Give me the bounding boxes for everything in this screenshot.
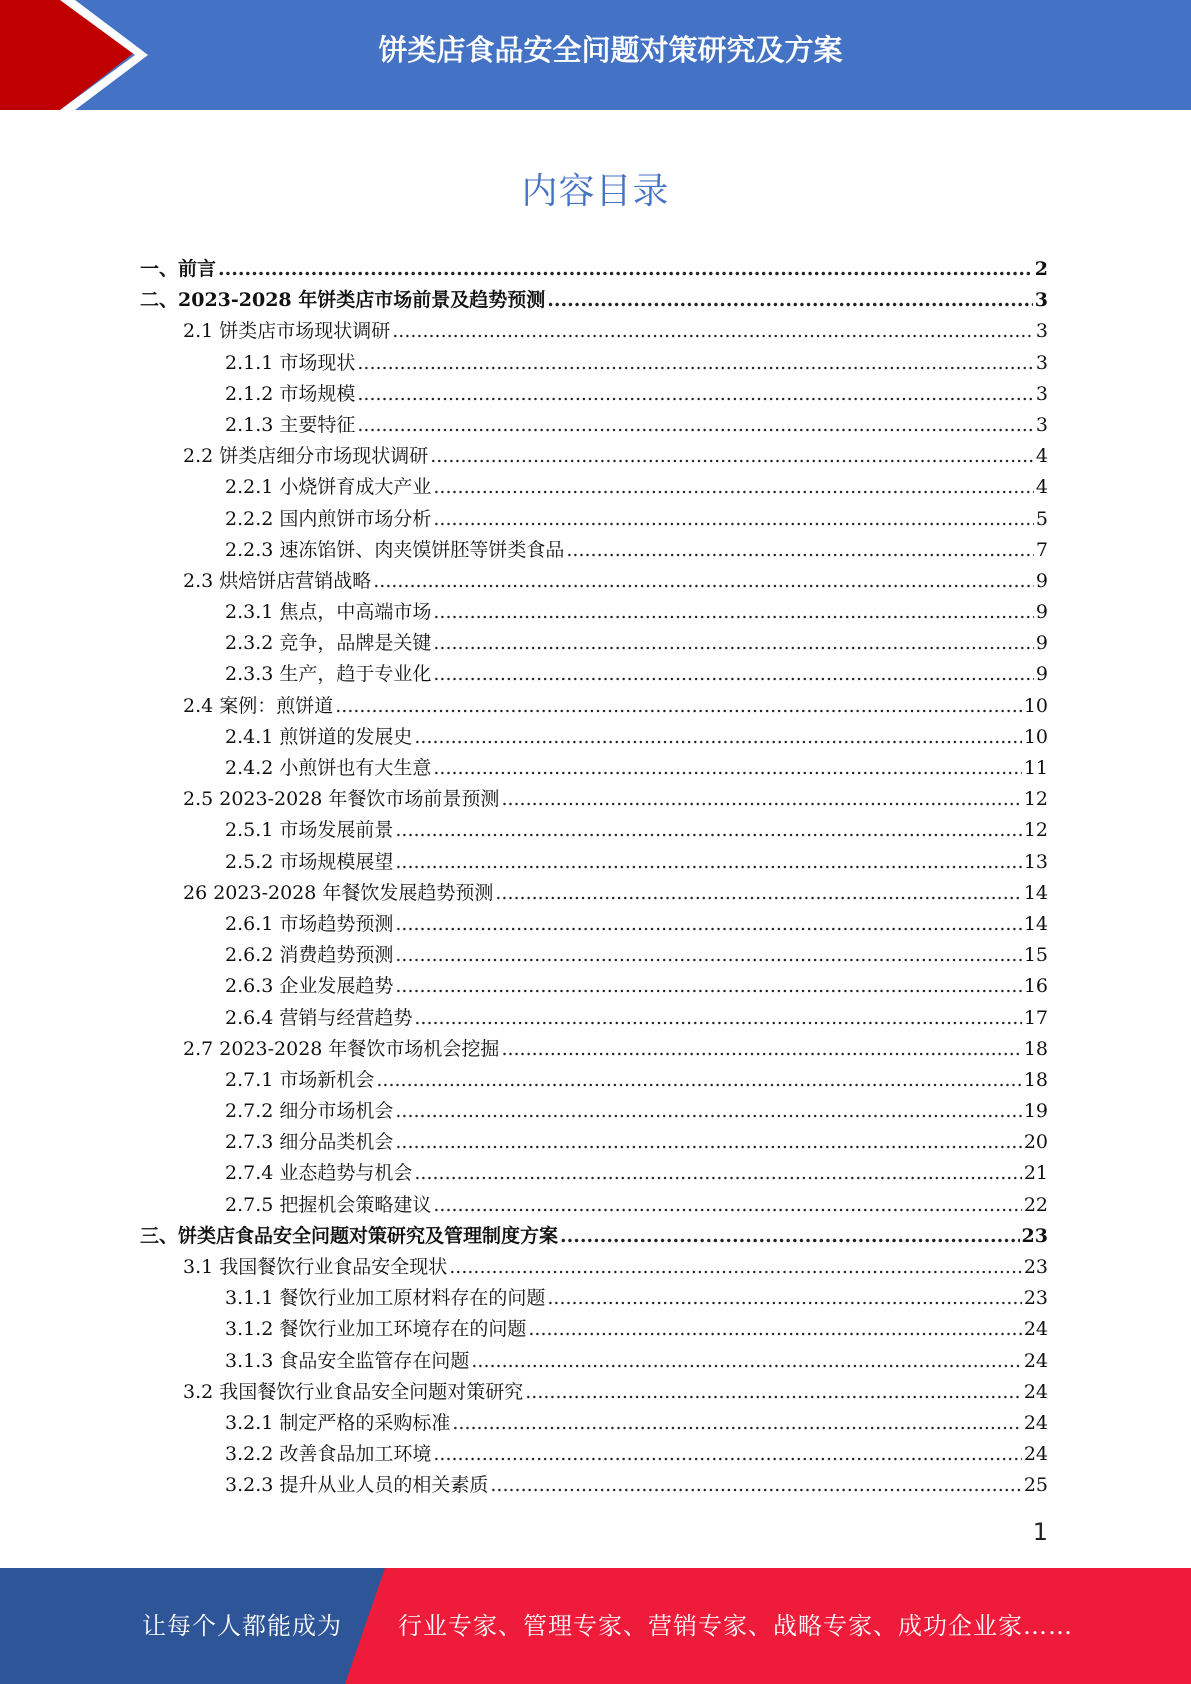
toc-leader-dots [433, 659, 1034, 690]
toc-leader-dots [392, 316, 1034, 347]
toc-leader-dots [414, 722, 1021, 753]
toc-entry-label: 2.7.5 把握机会策略建议 [225, 1193, 432, 1216]
toc-leader-dots [433, 597, 1034, 628]
header-title: 饼类店食品安全问题对策研究及方案 [378, 33, 843, 67]
toc-leader-dots [414, 1158, 1021, 1189]
toc-leader-dots [395, 1096, 1021, 1127]
toc-leader-dots [395, 815, 1021, 846]
toc-entry-page: 15 [1023, 944, 1048, 967]
toc-leader-dots [357, 410, 1034, 441]
toc-entry[interactable] [140, 691, 1048, 722]
toc-entry[interactable] [140, 753, 1048, 784]
toc-entry[interactable] [140, 566, 1048, 597]
toc-entry-label: 2.7.3 细分品类机会 [225, 1131, 394, 1154]
toc-entry-page: 2 [1034, 258, 1048, 280]
toc-leader-dots [335, 691, 1022, 722]
toc-entry[interactable] [140, 1470, 1048, 1501]
toc-entry-page: 13 [1023, 850, 1048, 873]
toc-entry-page: 12 [1023, 788, 1048, 811]
toc-entry-label: 2.5.1 市场发展前景 [225, 819, 394, 842]
toc-entry-label: 2.4.2 小煎饼也有大生意 [225, 757, 432, 779]
toc-entry[interactable] [140, 1314, 1048, 1345]
toc-entry-label: 3.2.1 制定严格的采购标准 [225, 1411, 451, 1434]
toc-entry-label: 二、2023-2028 年饼类店市场前景及趋势预测 [140, 289, 546, 312]
toc-entry[interactable] [140, 1003, 1048, 1034]
toc-leader-dots [433, 472, 1034, 503]
toc-entry-page: 12 [1023, 819, 1048, 842]
toc-leader-dots [501, 784, 1021, 815]
table-of-contents [140, 254, 1048, 1502]
toc-leader-dots [414, 1003, 1021, 1034]
toc-entry-page: 24 [1023, 1380, 1048, 1403]
toc-leader-dots [547, 285, 1033, 316]
toc-leader-dots [357, 348, 1034, 379]
toc-entry[interactable] [140, 316, 1048, 347]
toc-entry-label: 2.5.2 市场规模展望 [225, 850, 394, 873]
toc-entry-page: 23 [1023, 1287, 1048, 1310]
toc-entry-label: 2.7.2 细分市场机会 [225, 1100, 394, 1123]
toc-entry-page: 3 [1035, 320, 1048, 343]
toc-entry-page: 22 [1023, 1193, 1048, 1216]
toc-entry-page: 14 [1023, 881, 1048, 904]
toc-leader-dots [452, 1408, 1021, 1439]
page-header [0, 0, 1191, 110]
toc-entry-page: 9 [1035, 663, 1048, 686]
toc-entry-page: 5 [1035, 507, 1048, 530]
toc-entry-page: 11 [1023, 757, 1048, 779]
toc-leader-dots [373, 566, 1034, 597]
toc-entry-page: 17 [1023, 1006, 1048, 1029]
toc-entry-page: 9 [1035, 569, 1048, 592]
toc-entry-label: 2.7.1 市场新机会 [225, 1068, 375, 1091]
toc-entry-page: 24 [1023, 1318, 1048, 1341]
toc-entry-label: 2.7.4 业态趋势与机会 [225, 1162, 413, 1185]
toc-entry-label: 2.7 2023-2028 年餐饮市场机会挖掘 [183, 1037, 500, 1060]
toc-entry-label: 3.1 我国餐饮行业食品安全现状 [183, 1256, 448, 1278]
toc-entry-label: 2.3.3 生产，趋于专业化 [225, 663, 432, 686]
toc-leader-dots [395, 940, 1021, 971]
toc-entry[interactable] [140, 410, 1048, 441]
toc-entry-label: 26 2023-2028 年餐饮发展趋势预测 [183, 881, 494, 904]
toc-entry-label: 2.2.2 国内煎饼市场分析 [225, 507, 432, 530]
toc-leader-dots [566, 535, 1034, 566]
toc-entry-label: 2.3.1 焦点，中高端市场 [225, 601, 432, 624]
toc-entry-page: 3 [1035, 413, 1048, 436]
toc-entry-page: 19 [1023, 1100, 1048, 1123]
toc-leader-dots [395, 1127, 1021, 1158]
toc-entry-label: 3.2 我国餐饮行业食品安全问题对策研究 [183, 1380, 524, 1403]
toc-entry[interactable] [140, 597, 1048, 628]
toc-entry[interactable] [140, 940, 1048, 971]
toc-entry-page: 23 [1023, 1256, 1048, 1278]
toc-entry-label: 2.3.2 竞争，品牌是关键 [225, 632, 432, 655]
toc-entry-label: 2.1.1 市场现状 [225, 351, 356, 374]
toc-entry-page: 25 [1023, 1474, 1048, 1497]
toc-leader-dots [449, 1252, 1022, 1283]
toc-entry[interactable] [140, 1439, 1048, 1470]
toc-entry-page: 4 [1035, 445, 1048, 468]
toc-entry[interactable] [140, 254, 1048, 285]
toc-entry[interactable] [140, 348, 1048, 379]
footer-slogan-right: 行业专家、管理专家、营销专家、战略专家、成功企业家…… [398, 1612, 1073, 1640]
toc-entry-page: 7 [1035, 538, 1048, 561]
toc-entry[interactable] [140, 504, 1048, 535]
toc-entry[interactable] [140, 1034, 1048, 1065]
toc-entry[interactable] [140, 815, 1048, 846]
page-number: 1 [1032, 1518, 1048, 1546]
toc-entry-page: 18 [1023, 1068, 1048, 1091]
toc-entry[interactable] [140, 722, 1048, 753]
toc-entry[interactable] [140, 1221, 1048, 1252]
toc-entry[interactable] [140, 784, 1048, 815]
toc-leader-dots [433, 1190, 1021, 1221]
toc-entry[interactable] [140, 1408, 1048, 1439]
toc-leader-dots [433, 504, 1034, 535]
toc-entry-label: 2.6.3 企业发展趋势 [225, 975, 394, 998]
toc-entry-label: 2.2.3 速冻馅饼、肉夹馍饼胚等饼类食品 [225, 538, 565, 561]
toc-leader-dots [433, 753, 1021, 784]
toc-title: 内容目录 [521, 171, 670, 212]
toc-entry-label: 2.1.3 主要特征 [225, 413, 356, 436]
toc-leader-dots [433, 1439, 1021, 1470]
toc-entry[interactable] [140, 535, 1048, 566]
toc-entry[interactable] [140, 1158, 1048, 1189]
toc-leader-dots [433, 628, 1034, 659]
toc-entry[interactable] [140, 1190, 1048, 1221]
toc-entry-label: 3.1.2 餐饮行业加工环境存在的问题 [225, 1318, 527, 1341]
toc-entry[interactable] [140, 909, 1048, 940]
toc-leader-dots [430, 441, 1034, 472]
toc-entry-label: 3.1.3 食品安全监管存在问题 [225, 1349, 470, 1372]
toc-entry[interactable] [140, 659, 1048, 690]
toc-leader-dots [471, 1346, 1021, 1377]
page-footer [0, 1568, 1191, 1684]
toc-leader-dots [490, 1470, 1021, 1501]
toc-entry-label: 2.6.4 营销与经营趋势 [225, 1006, 413, 1029]
toc-entry-label: 3.2.3 提升从业人员的相关素质 [225, 1474, 489, 1497]
toc-entry[interactable] [140, 628, 1048, 659]
toc-entry-page: 24 [1023, 1443, 1048, 1466]
toc-entry-page: 3 [1035, 382, 1048, 405]
toc-entry[interactable] [140, 1377, 1048, 1408]
toc-entry[interactable] [140, 1283, 1048, 1314]
toc-entry-label: 2.1 饼类店市场现状调研 [183, 320, 391, 343]
toc-entry[interactable] [140, 1065, 1048, 1096]
toc-entry[interactable] [140, 878, 1048, 909]
toc-leader-dots [547, 1283, 1021, 1314]
toc-entry-label: 2.3 烘焙饼店营销战略 [183, 569, 372, 592]
toc-entry-page: 24 [1023, 1411, 1048, 1434]
toc-entry[interactable] [140, 472, 1048, 503]
toc-entry-page: 20 [1023, 1131, 1048, 1154]
toc-entry[interactable] [140, 441, 1048, 472]
toc-leader-dots [218, 254, 1033, 285]
toc-entry-label: 2.6.2 消费趋势预测 [225, 944, 394, 967]
toc-entry-page: 18 [1023, 1037, 1048, 1060]
toc-entry-page: 3 [1035, 351, 1048, 374]
toc-leader-dots [528, 1314, 1021, 1345]
toc-entry-label: 3.2.2 改善食品加工环境 [225, 1443, 432, 1466]
toc-entry-page: 24 [1023, 1349, 1048, 1372]
toc-entry-label: 2.1.2 市场规模 [225, 382, 356, 405]
toc-entry-label: 2.4 案例：煎饼道 [183, 694, 334, 717]
toc-leader-dots [376, 1065, 1021, 1096]
toc-leader-dots [395, 847, 1021, 878]
toc-entry[interactable] [140, 1127, 1048, 1158]
toc-entry-label: 2.5 2023-2028 年餐饮市场前景预测 [183, 788, 500, 811]
toc-entry-page: 9 [1035, 632, 1048, 655]
toc-entry-page: 9 [1035, 601, 1048, 624]
toc-entry[interactable] [140, 847, 1048, 878]
toc-entry[interactable] [140, 971, 1048, 1002]
toc-entry-page: 21 [1023, 1162, 1048, 1185]
toc-entry-page: 10 [1023, 725, 1048, 748]
toc-entry-page: 4 [1035, 476, 1048, 499]
toc-entry-label: 3.1.1 餐饮行业加工原材料存在的问题 [225, 1287, 546, 1310]
toc-leader-dots [357, 379, 1034, 410]
toc-entry[interactable] [140, 285, 1048, 316]
toc-entry-page: 14 [1023, 912, 1048, 935]
toc-entry-label: 2.2.1 小烧饼育成大产业 [225, 476, 432, 499]
toc-leader-dots [395, 971, 1021, 1002]
toc-entry-label: 2.6.1 市场趋势预测 [225, 912, 394, 935]
toc-entry-page: 16 [1023, 975, 1048, 998]
toc-entry-page: 23 [1021, 1224, 1048, 1247]
toc-entry-label: 三、饼类店食品安全问题对策研究及管理制度方案 [140, 1224, 559, 1247]
toc-entry-page: 10 [1023, 694, 1048, 717]
toc-leader-dots [525, 1377, 1022, 1408]
toc-entry-label: 2.2 饼类店细分市场现状调研 [183, 445, 429, 468]
toc-leader-dots [501, 1034, 1021, 1065]
toc-entry-label: 2.4.1 煎饼道的发展史 [225, 725, 413, 748]
toc-entry[interactable] [140, 1346, 1048, 1377]
toc-entry[interactable] [140, 1096, 1048, 1127]
toc-entry[interactable] [140, 379, 1048, 410]
toc-leader-dots [495, 878, 1021, 909]
toc-entry-page: 3 [1034, 289, 1048, 312]
toc-leader-dots [560, 1221, 1020, 1252]
toc-entry[interactable] [140, 1252, 1048, 1283]
footer-slogan-left: 让每个人都能成为 [142, 1612, 342, 1640]
toc-entry-label: 一、前言 [140, 258, 217, 280]
toc-leader-dots [395, 909, 1021, 940]
